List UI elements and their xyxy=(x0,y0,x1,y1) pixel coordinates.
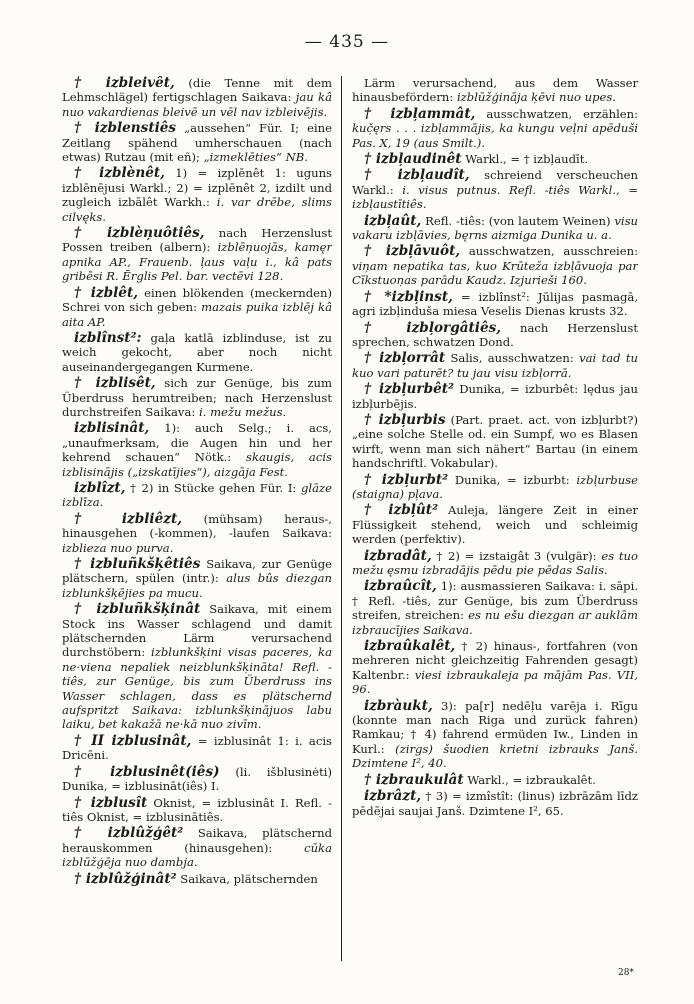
right-column xyxy=(352,76,638,956)
dictionary-entry xyxy=(352,789,638,818)
entry-example: viņam nepatika tas, kuo Krūteža izbļāvuoja par Cīkstuoņas parādu Kaudz. Izjurieši 160. xyxy=(352,258,638,288)
dictionary-entry xyxy=(352,503,638,546)
entry-headword: † izbļāvuôt, xyxy=(364,243,461,260)
dictionary-entry xyxy=(62,166,332,224)
entry-headword: † izbļorgâtiês, xyxy=(364,319,501,336)
entry-example: izblunkšķini visas paceres, ka ne·viena nepaliek neizblunkšķināta! Refl. -tiês, zur Genüge, bis zum Überdruss ins Wasser schlagen, dass es plätschernd aufspritzt Saikava: izblunkšķinājuos labu laiku, bet kakažā ne·kā nuo zivīm. xyxy=(62,645,332,732)
dictionary-entry xyxy=(352,579,638,637)
dictionary-entry xyxy=(352,473,638,502)
entry-headword: † izblusinêt(iês) xyxy=(74,763,220,780)
entry-headword: izbrâzt, xyxy=(364,788,422,805)
entry-headword: † izblûžģinât² xyxy=(74,870,177,887)
entry-headword: † izbluñkšķêtiês xyxy=(74,556,201,572)
dictionary-entry xyxy=(352,773,638,787)
entry-headword: † izbliêzt, xyxy=(74,510,182,527)
entry-headword: izblîzt, xyxy=(74,479,126,496)
entry-definition: „aussehen“ Für. I; eine Zeitlang spähend umherschauen (nach etwas) Rutzau (mit eñ); xyxy=(62,121,332,165)
entry-headword: † izbļût² xyxy=(364,502,439,519)
entry-headword: † izbluñkšķinât xyxy=(74,601,201,618)
entry-headword: † izbļurbt² xyxy=(364,471,449,488)
entry-headword: † izbļurbêt² xyxy=(364,381,454,398)
entry-definition: Saikava, zur Genüge plätschern, spülen (intr.): xyxy=(62,557,332,586)
entry-definition: † 2) hinaus-, fortfahren (von mehreren nicht gleichzeitig Fahrenden gesagt) Kaltenbr.: xyxy=(352,639,638,682)
entry-example: mazais puika izblēj kâ aita AP. xyxy=(62,300,332,329)
signature-mark: 28* xyxy=(618,968,634,978)
page-number: — 435 — xyxy=(304,32,390,52)
entry-example: cūka izblūžģēja nuo dambja. xyxy=(62,840,332,870)
dictionary-entry xyxy=(352,639,638,697)
dictionary-entry xyxy=(62,557,332,600)
dictionary-entry xyxy=(62,481,332,510)
dictionary-entry xyxy=(352,321,638,350)
entry-example: i. var drēbe, slims cilvęks. xyxy=(62,195,332,224)
entry-example: kuč̦ęrs . . . izbļammājis, ka kungu veļni apēduši Pas. X, 19 (aus Smilt.). xyxy=(352,121,638,150)
entry-headword: izbràukt, xyxy=(364,697,433,714)
entry-definition: Refl. -tiês: (von lautem Weinen) xyxy=(425,213,611,228)
entry-headword: † izbļaudît, xyxy=(364,167,470,184)
dictionary-entry xyxy=(62,421,332,479)
dictionary-entry xyxy=(352,76,638,105)
entry-headword: † II izblusinât, xyxy=(74,732,192,749)
entry-example: izblēņuojās, kamęr apnika AP., Frauenb. ļaus vaļu i., kâ pats gribēsi R. Ērglis Pel. bar. vectēvi 128. xyxy=(62,240,332,284)
dictionary-entry xyxy=(62,796,332,825)
entry-definition: Oknist, = izblusinât I. Refl. -tiês Oknist, = izblusinātiês. xyxy=(62,795,332,824)
entry-headword: † izblènêt, xyxy=(74,165,165,182)
dictionary-entry xyxy=(352,107,638,150)
entry-example: i. mežu mežus. xyxy=(198,404,287,419)
entry-definition: (mühsam) heraus-, hinausgehen (-kommen), -laufen Saikava: xyxy=(62,511,332,541)
entry-headword: † izbleivêt, xyxy=(74,76,175,91)
entry-definition: † 2) = izstaigât 3 (vulgär): xyxy=(436,548,597,563)
entry-definition: nach Herzenslust sprechen, schwatzen Dond. xyxy=(352,320,638,349)
left-column xyxy=(62,76,332,956)
entry-definition: einen blökenden (meckernden) Schrei von sich geben: xyxy=(62,285,332,315)
entry-example: izblieza nuo purva. xyxy=(62,540,174,555)
dictionary-entry xyxy=(352,413,638,471)
entry-definition: Auleja, längere Zeit in einer Flüssigkeit stehend, weich und schleimig werden (perfektiv). xyxy=(352,503,638,547)
entry-definition: (li. išblusinėti) Dunika, = izblusināt(iês) I. xyxy=(62,764,332,794)
entry-definition: nach Herzenslust Possen treiben (albern): xyxy=(62,226,332,255)
entry-definition: † 2) in Stücke gehen Für. I: xyxy=(130,480,297,495)
entry-headword: izbļaût, xyxy=(364,212,422,229)
entry-headword: izbradât, xyxy=(364,547,432,564)
entry-headword: † izbļaudinêt xyxy=(364,151,462,168)
entry-example: glāze izblīza. xyxy=(62,480,332,510)
entry-example: es nu ešu diezgan ar auklām izbraucījies Saikava. xyxy=(352,608,638,637)
entry-definition: Saikava, mit einem Stock ins Wasser schlagend und damit plätschernden Lärm verursachend durchstöbern: xyxy=(62,602,332,660)
entry-definition: (die Tenne mit dem Lehmschlägel) fertigschlagen Saikava: xyxy=(62,76,332,105)
entry-definition: Saikava, plätschernd herauskommen (hinausgehen): xyxy=(62,826,332,855)
entry-definition: Dunika, = izburbêt: lędus jau izbļurbējis. xyxy=(352,382,638,411)
entry-headword: izblisinât, xyxy=(74,420,150,437)
entry-example: „izmeklēties“ NB. xyxy=(203,150,308,165)
entry-definition: 1) = izplēnêt 1: uguns izblēnējusi Warkl.; 2) = izplēnêt 2, izdilt und zugleich izbālêt Warkh.: xyxy=(62,166,332,210)
entry-example: es tuo mežu ęsmu izbradājis pēdu pie pēdas Salis. xyxy=(352,548,638,577)
dictionary-entry xyxy=(62,121,332,164)
entry-headword: † *izbļinst, xyxy=(364,288,453,305)
dictionary-entry xyxy=(352,214,638,243)
entry-headword: † izblusît xyxy=(74,794,148,811)
dictionary-entry xyxy=(62,826,332,869)
dictionary-entry xyxy=(352,382,638,411)
entry-headword: † izbļurbis xyxy=(364,411,446,428)
entry-definition: 1): auch Selg.; i. acs, „unaufmerksam, die Augen hin und her kehrend schauen“ Nötk.: xyxy=(62,421,332,465)
dictionary-entry xyxy=(352,152,638,166)
dictionary-entry xyxy=(352,549,638,578)
dictionary-entry xyxy=(62,602,332,732)
entry-headword: izblînst²: xyxy=(74,329,142,346)
entry-headword: † izblisêt, xyxy=(74,375,156,392)
dictionary-entry xyxy=(62,512,332,555)
entry-definition: = izblusinât 1: i. acis Dricēni. xyxy=(62,733,332,763)
entry-example: izblūžģināja ķēvi nuo upes. xyxy=(456,90,616,105)
dictionary-entry xyxy=(352,290,638,319)
entry-headword: † izblûžģêt² xyxy=(74,825,184,842)
entry-definition: Dunika, = izburbt: xyxy=(454,472,570,487)
entry-headword: † izbļammât, xyxy=(364,105,476,122)
entry-example: jau kâ nuo vakardienas bleivē un vēl nav izbleivējis. xyxy=(62,90,332,119)
dictionary-entry xyxy=(62,872,332,886)
dictionary-entry xyxy=(352,168,638,211)
entry-headword: † izblèņuôtiês, xyxy=(74,225,205,242)
entry-definition: sich zur Genüge, bis zum Überdruss herumtreiben; nach Herzenslust durchstreifen Saikava: xyxy=(62,376,332,419)
entry-headword: † izbraukulât xyxy=(364,771,464,788)
entry-example: skaugis, acis izblisinājis („izskatījies“), aizgāja Fest. xyxy=(62,450,332,479)
dictionary-entry xyxy=(62,376,332,419)
entry-definition: Warkl., = † izbļaudīt. xyxy=(465,152,589,167)
dictionary-entry xyxy=(352,244,638,287)
entry-definition: Lärm verursachend, aus dem Wasser hinausbefördern: xyxy=(352,76,638,105)
entry-definition: 1): ausmassieren Saikava: i. sāpi. † Refl. -tiês, zur Genüge, bis zum Überdruss streifen, streichen: xyxy=(352,579,638,623)
entry-definition: (Part. praet. act. von izbļurbt?) „eine solche Stelle od. ein Sumpf, wo es Blasen wirft, wenn man sich nähert“ Bartau (in einem handschriftl. Vokabular). xyxy=(352,412,638,471)
entry-example: visu vakaru izbļāvies, bęrns aizmiga Dunika u. a. xyxy=(352,213,638,243)
entry-example: (zirgs) šuodien krietni izbrauks Janš. Dzimtene I², 40. xyxy=(352,741,638,771)
entry-headword: izbraûcît, xyxy=(364,578,437,595)
dictionary-entry xyxy=(62,331,332,374)
dictionary-entry xyxy=(62,734,332,763)
entry-definition: = izblînst²: Jūlijas pasmagā, agri izbļinduša miesa Veselis Dienas krusts 32. xyxy=(352,289,638,319)
entry-example: vai tad tu kuo vari paturēt? tu jau visu izbļorrā. xyxy=(352,351,638,380)
entry-headword: izbraûkalêt, xyxy=(364,638,456,655)
entry-example: alus bûs diezgan izblunkšķējies pa mucu. xyxy=(62,571,332,600)
entry-headword: † izblenstiês xyxy=(74,120,177,137)
entry-definition: † 3) = izmîstît: (linus) izbrāzām līdz pēdējai saujai Janš. Dzimtene I², 65. xyxy=(352,789,638,818)
entry-example: i. visus putnus. Refl. -tiês Warkl., = izbļaustītiês. xyxy=(352,182,638,212)
entry-example: viesi izbraukaleja pa mājām Pas. VII, 96. xyxy=(352,667,638,697)
entry-definition: gaļa katlā izblinduse, ist zu weich gekocht, aber noch nicht auseinandergegangen Kurmene. xyxy=(62,330,332,374)
entry-definition: Saikava, plätschernden xyxy=(180,871,318,886)
dictionary-entry xyxy=(62,765,332,794)
entry-headword: † izbļorrât xyxy=(364,350,446,367)
dictionary-entry xyxy=(62,76,332,119)
entry-headword: † izblêt, xyxy=(74,284,138,301)
dictionary-entry xyxy=(62,286,332,329)
entry-definition: ausschwatzen, ausschreien: xyxy=(468,244,638,259)
dictionary-entry xyxy=(62,226,332,284)
entry-example: izbļurbuse (staigna) pļava. xyxy=(352,472,638,501)
entry-definition: schreiend verscheuchen Warkl.: xyxy=(352,168,638,197)
dictionary-entry xyxy=(352,699,638,771)
entry-definition: 3): pa[r] nedēļu varēja i. Rīgu (konnte man nach Riga und zurück fahren) Ramkau; † 4) fahrend ermüden Iw., Linden in Kurl.: xyxy=(352,698,638,756)
entry-definition: Warkl., = izbraukalêt. xyxy=(467,772,596,787)
dictionary-entry xyxy=(352,351,638,380)
column-divider xyxy=(341,76,342,961)
entry-definition: Salis, ausschwatzen: xyxy=(450,351,574,366)
entry-definition: ausschwatzen, erzählen: xyxy=(486,106,638,121)
